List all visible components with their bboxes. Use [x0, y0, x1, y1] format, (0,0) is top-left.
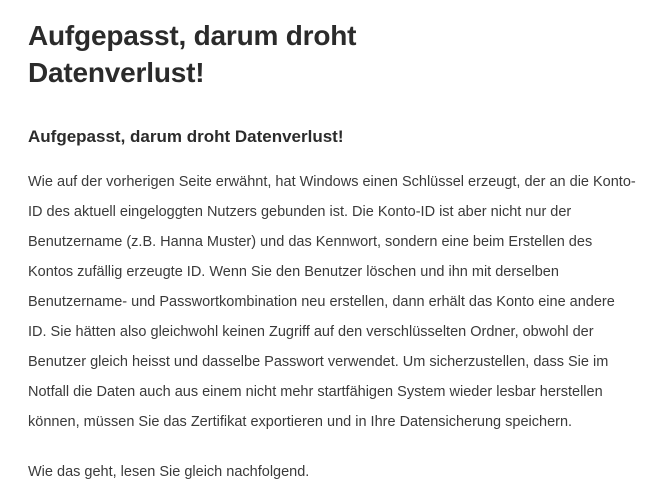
section-heading: Aufgepasst, darum droht Datenverlust! — [28, 126, 344, 146]
page-title: Aufgepasst, darum droht Datenverlust! — [28, 20, 357, 88]
body-paragraph: Wie auf der vorherigen Seite erwähnt, hat Windows einen Schlüssel erzeugt, der an die Konto-ID des aktuell eingeloggten Nutzers gebunden ist. Die Konto-ID ist aber nicht nur der Benutzername (z.B. Hanna Muster) und das Kennwort, sondern eine beim Erstellen des Kontos zufällig erzeugte ID. Wenn Sie den Benutzer löschen und ihn mit derselben Benutzername- und Passwortkombination neu erstellen, dann erhält das Konto eine andere ID. Sie hätten also gleichwohl keinen Zugriff auf den verschlüsselten Ordner, obwohl der Benutzer gleich heisst und dasselbe Passwort verwendet. Um sicherzustellen, dass Sie im Notfall die Daten auch aus einem nicht mehr startfähigen System wieder lesbar herstellen können, müssen Sie das Zertifikat exportieren und in Ihre Datensicherung speichern. — [28, 173, 636, 430]
body-paragraph: Wie das geht, lesen Sie gleich nachfolgend. — [28, 463, 310, 480]
